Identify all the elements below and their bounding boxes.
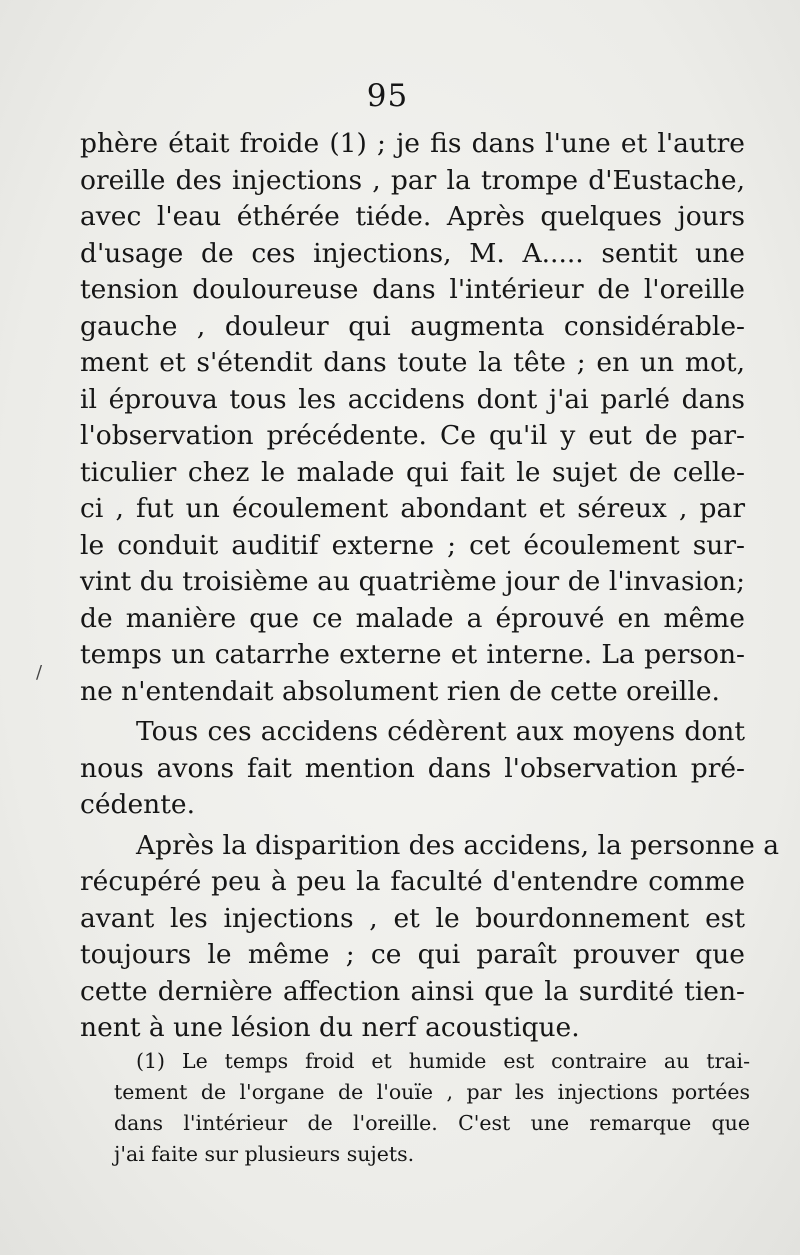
text-line: toujours le même ; ce qui paraît prouver que <box>80 939 745 970</box>
text-line: temps un catarrhe externe et interne. La person- <box>80 639 745 670</box>
footnote-line: tement de l'organe de l'ouïe , par les injections portées <box>114 1080 750 1104</box>
paragraph-3 <box>80 828 780 1047</box>
footnote <box>114 1046 750 1170</box>
text-line: oreille des injections , par la trompe d'Eustache, <box>80 164 745 196</box>
text-line: nous avons fait mention dans l'observation pré- <box>80 752 745 784</box>
text-line: cette dernière affection ainsi que la surdité tien- <box>80 975 745 1007</box>
text-line: il éprouva tous les accidens dont j'ai parlé dans <box>80 383 745 415</box>
text-line: ne n'entendait absolument rien de cette oreille. <box>80 675 720 707</box>
text-line: ticulier chez le malade qui fait le sujet de celle- <box>80 456 745 488</box>
footnote-line: dans l'intérieur de l'oreille. C'est une remarque que <box>114 1111 750 1135</box>
text-line: ment et s'étendit dans toute la tête ; en un mot, <box>80 347 745 378</box>
footnote-line: j'ai faite sur plusieurs sujets. <box>114 1142 415 1166</box>
text-line: de manière que ce malade a éprouvé en même <box>80 602 745 634</box>
text-line: l'observation précédente. Ce qu'il y eut de par- <box>80 420 745 451</box>
main-text <box>80 126 780 1047</box>
text-line: avant les injections , et le bourdonnement est <box>80 902 745 934</box>
text-line: le conduit auditif externe ; cet écoulement sur- <box>80 529 745 561</box>
text-line: cédente. <box>80 789 195 820</box>
paragraph-2 <box>80 714 745 824</box>
text-line: gauche , douleur qui augmenta considérable- <box>80 310 745 342</box>
text-line: récupéré peu à peu la faculté d'entendre comme <box>80 866 745 897</box>
text-line: nent à une lésion du nerf acoustique. <box>80 1012 580 1043</box>
text-line: phère était froide (1) ; je fis dans l'une et l'autre <box>80 128 745 159</box>
text-line: d'usage de ces injections, M. A..... sentit une <box>80 237 745 269</box>
text-line: avec l'eau éthérée tiéde. Après quelques jours <box>80 201 745 232</box>
text-line: tension douloureuse dans l'intérieur de l'oreille <box>80 274 745 305</box>
page-number: 95 <box>366 78 409 114</box>
footnote-line: (1) Le temps froid et humide est contraire au trai- <box>136 1049 750 1073</box>
text-line: ci , fut un écoulement abondant et séreux , par <box>80 493 745 524</box>
margin-mark: / <box>36 662 43 683</box>
text-line: Après la disparition des accidens, la personne a <box>136 829 780 861</box>
paragraph-1 <box>80 126 745 710</box>
text-line: vint du troisième au quatrième jour de l'invasion; <box>80 566 745 597</box>
text-line: Tous ces accidens cédèrent aux moyens dont <box>136 716 745 747</box>
